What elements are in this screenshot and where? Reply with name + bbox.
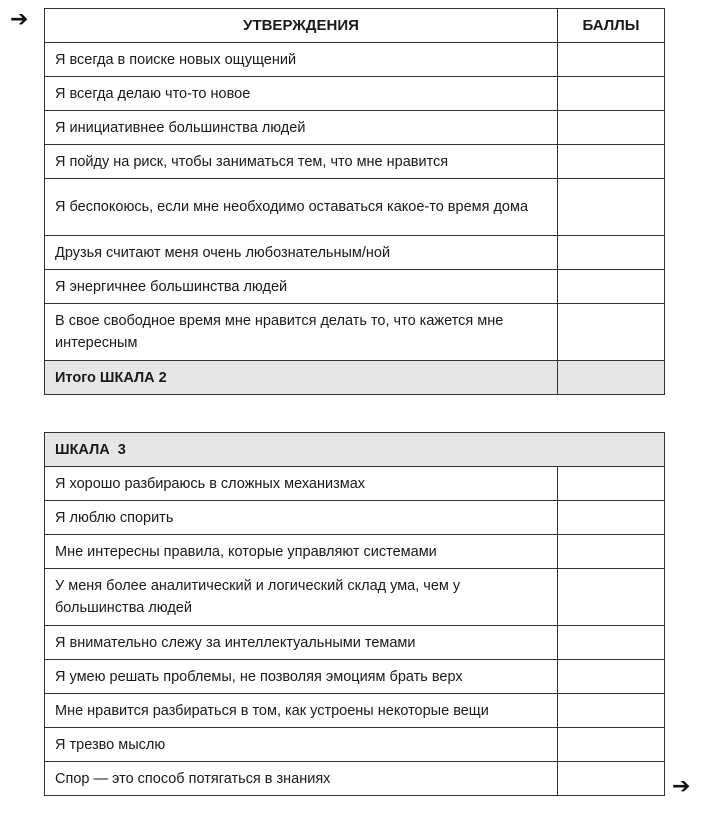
scale-title-row bbox=[45, 433, 665, 467]
table-header-row bbox=[45, 9, 665, 43]
score-cell[interactable] bbox=[558, 270, 665, 304]
table-row bbox=[45, 111, 665, 145]
score-cell[interactable] bbox=[558, 236, 665, 270]
table-row bbox=[45, 270, 665, 304]
statement-cell: Я всегда в поиске новых ощущений bbox=[45, 43, 558, 77]
score-cell[interactable] bbox=[558, 467, 665, 501]
table-row bbox=[45, 145, 665, 179]
table-row bbox=[45, 535, 665, 569]
score-cell[interactable] bbox=[558, 535, 665, 569]
score-cell[interactable] bbox=[558, 43, 665, 77]
statement-cell: Я люблю спорить bbox=[45, 501, 558, 535]
table-row bbox=[45, 728, 665, 762]
table-row bbox=[45, 467, 665, 501]
total-score-cell[interactable] bbox=[558, 361, 665, 395]
score-cell[interactable] bbox=[558, 77, 665, 111]
score-cell[interactable] bbox=[558, 762, 665, 796]
statement-cell: Мне нравится разбираться в том, как устроены некоторые вещи bbox=[45, 694, 558, 728]
statement-cell: Я пойду на риск, чтобы заниматься тем, что мне нравится bbox=[45, 145, 558, 179]
statement-cell: Друзья считают меня очень любознательным/ной bbox=[45, 236, 558, 270]
score-cell[interactable] bbox=[558, 179, 665, 236]
arrow-right-icon: ➔ bbox=[672, 774, 691, 799]
statement-cell: В свое свободное время мне нравится делать то, что кажется мне интересным bbox=[45, 304, 558, 361]
statement-cell: Я умею решать проблемы, не позволяя эмоциям брать верх bbox=[45, 660, 558, 694]
score-cell[interactable] bbox=[558, 304, 665, 361]
score-cell[interactable] bbox=[558, 501, 665, 535]
table-row bbox=[45, 569, 665, 626]
table-row bbox=[45, 626, 665, 660]
score-cell[interactable] bbox=[558, 660, 665, 694]
statement-cell: Я энергичнее большинства людей bbox=[45, 270, 558, 304]
score-cell[interactable] bbox=[558, 694, 665, 728]
table-row bbox=[45, 236, 665, 270]
arrow-right-icon: ➔ bbox=[10, 7, 29, 32]
table-row bbox=[45, 660, 665, 694]
score-cell[interactable] bbox=[558, 728, 665, 762]
table-row bbox=[45, 77, 665, 111]
table-row bbox=[45, 501, 665, 535]
total-label: Итого ШКАЛА 2 bbox=[45, 361, 558, 395]
score-cell[interactable] bbox=[558, 111, 665, 145]
table-row bbox=[45, 694, 665, 728]
scale-title: ШКАЛА 3 bbox=[45, 433, 665, 467]
statements-table-scale-2 bbox=[44, 8, 665, 395]
statement-cell: Я инициативнее большинства людей bbox=[45, 111, 558, 145]
score-cell[interactable] bbox=[558, 145, 665, 179]
statement-cell: Я хорошо разбираюсь в сложных механизмах bbox=[45, 467, 558, 501]
header-statements: УТВЕРЖДЕНИЯ bbox=[45, 9, 558, 43]
table-row bbox=[45, 179, 665, 236]
table-row bbox=[45, 43, 665, 77]
total-row bbox=[45, 361, 665, 395]
statement-cell: Я внимательно слежу за интеллектуальными темами bbox=[45, 626, 558, 660]
statement-cell: Мне интересны правила, которые управляют системами bbox=[45, 535, 558, 569]
statement-cell: У меня более аналитический и логический склад ума, чем у большинства людей bbox=[45, 569, 558, 626]
score-cell[interactable] bbox=[558, 626, 665, 660]
table-row bbox=[45, 762, 665, 796]
statement-cell: Я беспокоюсь, если мне необходимо оставаться какое-то время дома bbox=[45, 179, 558, 236]
header-score: БАЛЛЫ bbox=[558, 9, 665, 43]
statement-cell: Я всегда делаю что-то новое bbox=[45, 77, 558, 111]
table-row bbox=[45, 304, 665, 361]
score-cell[interactable] bbox=[558, 569, 665, 626]
statements-table-scale-3 bbox=[44, 432, 665, 796]
statement-cell: Я трезво мыслю bbox=[45, 728, 558, 762]
statement-cell: Спор — это способ потягаться в знаниях bbox=[45, 762, 558, 796]
